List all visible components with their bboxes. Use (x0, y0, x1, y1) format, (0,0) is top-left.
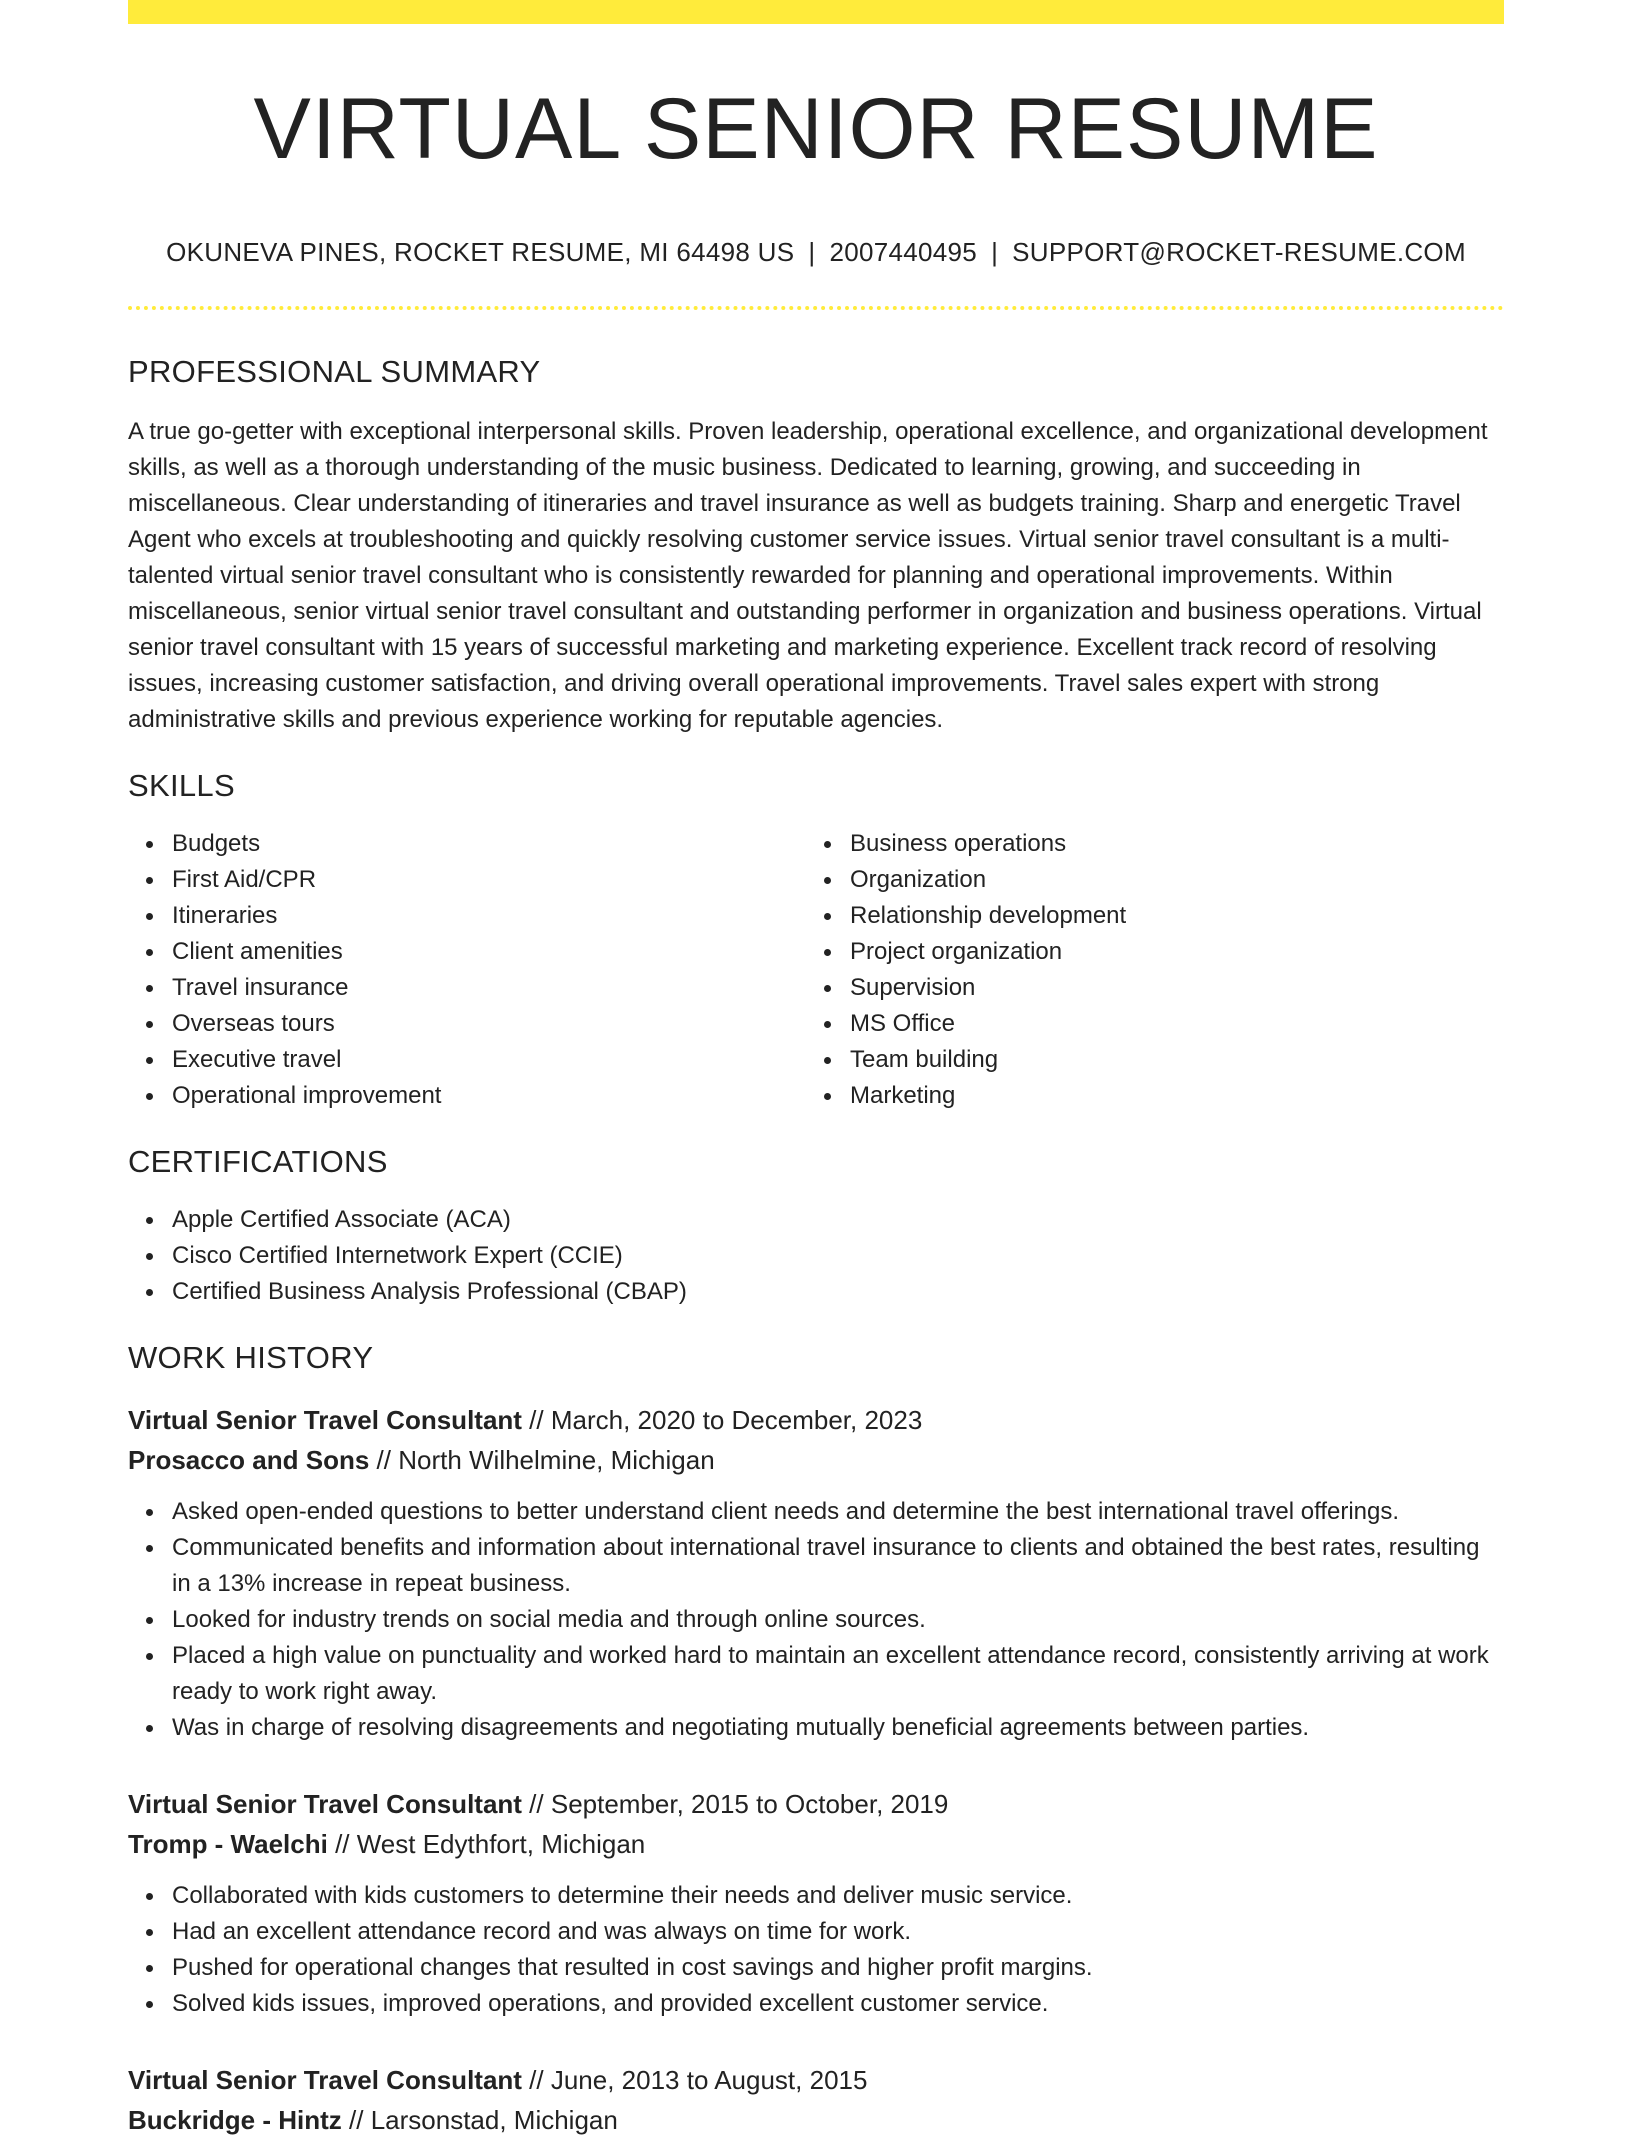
skill-item: Marketing (850, 1078, 1484, 1114)
work-history-heading: WORK HISTORY (128, 1339, 374, 1375)
skill-item: Relationship development (850, 898, 1484, 934)
job-bullet: Looked for industry trends on social media and through online sources. (172, 1602, 1504, 1638)
job-title-line (128, 1784, 1504, 1824)
job-company: Buckridge - Hintz (128, 2104, 342, 2135)
job-entry (128, 2060, 1504, 2140)
contact-email: SUPPORT@ROCKET-RESUME.COM (1012, 236, 1466, 267)
skill-item: Business operations (850, 826, 1484, 862)
job-role: Virtual Senior Travel Consultant (128, 1404, 522, 1435)
skill-item: Travel insurance (172, 970, 806, 1006)
job-location: // North Wilhelmine, Michigan (369, 1444, 715, 1475)
job-company-line (128, 2100, 1504, 2140)
job-role: Virtual Senior Travel Consultant (128, 1788, 522, 1819)
job-bullet: Asked open-ended questions to better understand client needs and determine the best international travel offerings. (172, 1494, 1504, 1530)
job-company-line (128, 1440, 1504, 1480)
job-location: // West Edythfort, Michigan (327, 1828, 646, 1859)
skills-column-right (806, 826, 1484, 1114)
skill-item: Budgets (172, 826, 806, 862)
job-bullet: Had an excellent attendance record and was always on time for work. (172, 1914, 1504, 1950)
job-entry (128, 1784, 1504, 2022)
job-bullet: Communicated benefits and information about international travel insurance to clients and obtained the best rates, resulting in a 13% increase in repeat business. (172, 1530, 1504, 1602)
job-title-line (128, 1400, 1504, 1440)
contact-separator: | (808, 236, 816, 267)
resume-name: VIRTUAL SENIOR RESUME (253, 81, 1379, 177)
skill-item: Itineraries (172, 898, 806, 934)
dotted-divider (128, 306, 1504, 310)
certification-item: Cisco Certified Internetwork Expert (CCIE) (172, 1238, 1504, 1274)
skill-item: Executive travel (172, 1042, 806, 1078)
skill-item: First Aid/CPR (172, 862, 806, 898)
job-company: Tromp - Waelchi (128, 1828, 328, 1859)
skills-heading: SKILLS (128, 767, 235, 803)
contact-separator: | (991, 236, 999, 267)
job-bullet: Solved kids issues, improved operations, and provided excellent customer service. (172, 1986, 1504, 2022)
contact-line (128, 237, 1504, 268)
certifications-heading: CERTIFICATIONS (128, 1143, 388, 1179)
job-title-line (128, 2060, 1504, 2100)
skills-column-left (128, 826, 806, 1114)
summary-heading: PROFESSIONAL SUMMARY (128, 353, 541, 389)
skill-item: Team building (850, 1042, 1484, 1078)
job-bullet: Pushed for operational changes that resulted in cost savings and higher profit margins. (172, 1950, 1504, 1986)
skill-item: Supervision (850, 970, 1484, 1006)
resume-page (128, 0, 1504, 2140)
job-entry (128, 1400, 1504, 1746)
skills-list (128, 826, 1504, 1114)
job-bullet: Collaborated with kids customers to determine their needs and deliver music service. (172, 1878, 1504, 1914)
job-bullets (128, 1878, 1504, 2022)
contact-address: OKUNEVA PINES, ROCKET RESUME, MI 64498 US (166, 236, 795, 267)
certification-item: Certified Business Analysis Professional (CBAP) (172, 1274, 1504, 1310)
job-location: // Larsonstad, Michigan (341, 2104, 618, 2135)
certification-item: Apple Certified Associate (ACA) (172, 1202, 1504, 1238)
job-bullets (128, 1494, 1504, 1746)
skill-item: Project organization (850, 934, 1484, 970)
skill-item: Client amenities (172, 934, 806, 970)
top-accent-bar (128, 0, 1504, 24)
job-company: Prosacco and Sons (128, 1444, 370, 1475)
job-company-line (128, 1824, 1504, 1864)
contact-phone: 2007440495 (829, 236, 978, 267)
job-dates: // March, 2020 to December, 2023 (521, 1404, 923, 1435)
certifications-list (128, 1202, 1504, 1310)
job-role: Virtual Senior Travel Consultant (128, 2064, 522, 2095)
job-bullet: Was in charge of resolving disagreements and negotiating mutually beneficial agreements between parties. (172, 1710, 1504, 1746)
skill-item: Overseas tours (172, 1006, 806, 1042)
job-bullet: Placed a high value on punctuality and worked hard to maintain an excellent attendance record, consistently arriving at work ready to work right away. (172, 1638, 1504, 1710)
skill-item: Operational improvement (172, 1078, 806, 1114)
summary-text: A true go-getter with exceptional interpersonal skills. Proven leadership, operational excellence, and organizational development skills, as well as a thorough understanding of the music business. Dedicated to learning, growing, and succeeding in miscellaneous. Clear understanding of itineraries and travel insurance as well as budgets training. Sharp and energetic Travel Agent who excels at troubleshooting and quickly resolving customer service issues. Virtual senior travel consultant is a multi-talented virtual senior travel consultant who is consistently rewarded for planning and operational improvements. Within miscellaneous, senior virtual senior travel consultant and outstanding performer in organization and business operations. Virtual senior travel consultant with 15 years of successful marketing and marketing experience. Excellent track record of resolving issues, increasing customer satisfaction, and driving overall operational improvements. Travel sales expert with strong administrative skills and previous experience working for reputable agencies. (128, 417, 1488, 733)
skill-item: MS Office (850, 1006, 1484, 1042)
job-dates: // September, 2015 to October, 2019 (521, 1788, 949, 1819)
skill-item: Organization (850, 862, 1484, 898)
job-dates: // June, 2013 to August, 2015 (521, 2064, 868, 2095)
